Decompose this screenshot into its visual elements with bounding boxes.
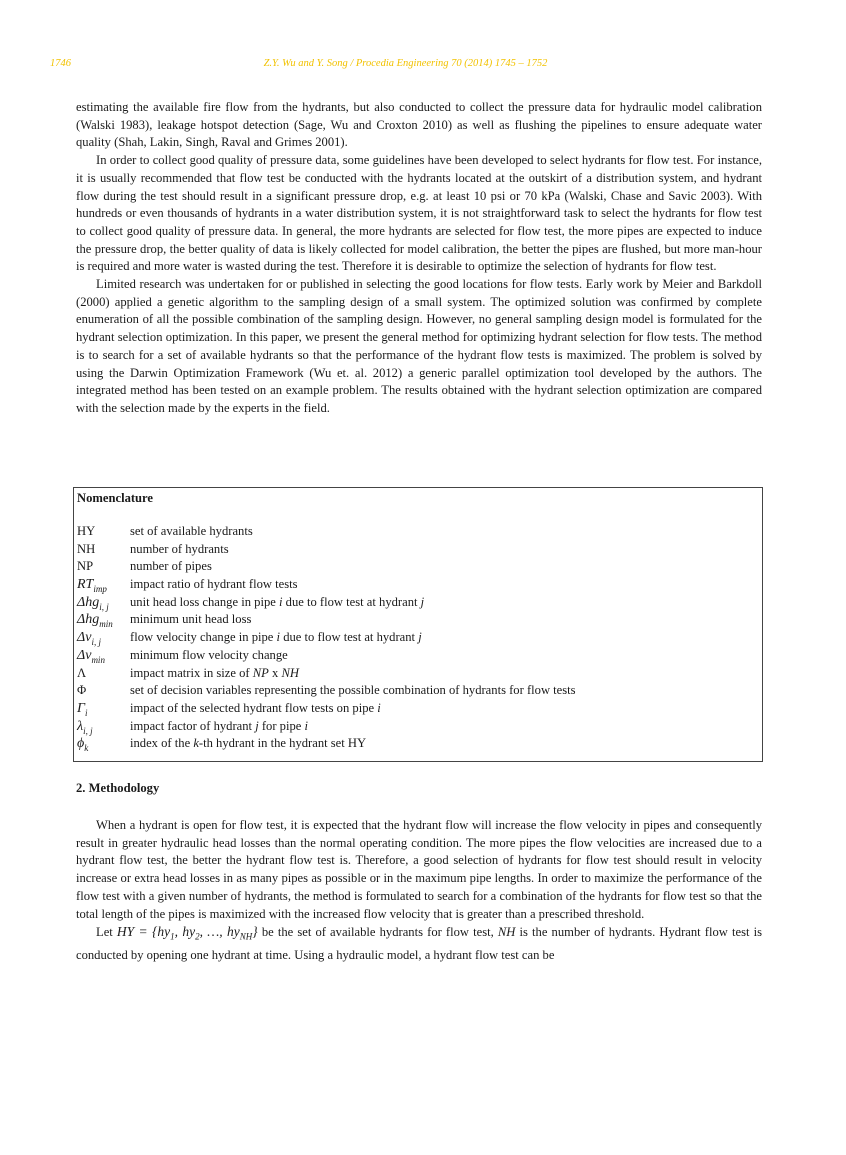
nomenclature-symbol (77, 735, 131, 758)
symbol-base: Γ (77, 700, 85, 716)
definition-part: due to flow test at hydrant (282, 594, 421, 609)
definition-part: j (420, 594, 425, 609)
symbol-math (77, 648, 105, 663)
symbol-subscript: min (99, 619, 113, 630)
definition-part: NH (281, 665, 299, 680)
nomenclature-definition: set of decision variables representing the possible combination of hydrants for flow tests (130, 683, 576, 698)
symbol-base: λ (77, 718, 84, 734)
nomenclature-definition (130, 665, 299, 683)
symbol-text: NP (77, 559, 94, 574)
nomenclature-row (77, 682, 758, 700)
symbol-subscript: i, j (99, 601, 109, 612)
symbol-base: ϕ (77, 736, 85, 752)
symbol-math (77, 577, 107, 592)
nomenclature-symbol (77, 665, 131, 683)
definition-part: i (279, 594, 283, 609)
symbol-base: Δhg (77, 594, 100, 610)
definition-part: i (276, 630, 281, 645)
symbol-base: RT (77, 577, 94, 593)
symbol-base: Δv (77, 630, 92, 646)
definition-part: index of the (130, 736, 194, 751)
definition-part: x (268, 665, 282, 680)
intro-paragraph: estimating the available fire flow from the hydrants, but also conducted to collect the pressure data for hydraulic model calibration (Walski 1983), leakage hotspot detection (Sage, Wu and Croxton 2010) as well as flushing the pipelines to ensure adequate water quality (Shah, Lakin, Singh, Raval and Grimes 2001). (76, 100, 762, 150)
nomenclature-title: Nomenclature (77, 491, 154, 505)
nomenclature-list (77, 523, 758, 753)
nomenclature-row (77, 594, 758, 612)
definition-part: k (193, 736, 199, 751)
nomenclature-definition (130, 718, 308, 736)
nomenclature-row (77, 611, 758, 629)
nomenclature-definition (130, 629, 422, 647)
symbol-subscript: imp (93, 583, 107, 594)
nomenclature-row (77, 718, 758, 736)
nomenclature-symbol (77, 558, 131, 576)
nomenclature-definition: set of available hydrants (130, 524, 253, 538)
symbol-text: Φ (77, 683, 87, 698)
nomenclature-row (77, 700, 758, 718)
definition-part: impact matrix in size of (130, 665, 253, 680)
definition-part: i (304, 718, 308, 733)
symbol-subscript: i, j (91, 636, 101, 647)
nomenclature-definition: number of hydrants (130, 541, 229, 556)
definition-part: for pipe (258, 718, 305, 733)
symbol-text: HY (77, 524, 96, 538)
definition-part: j (418, 630, 422, 645)
symbol-math (77, 719, 93, 734)
intro-text (76, 99, 762, 418)
nomenclature-symbol (77, 523, 131, 541)
symbol-math (77, 736, 89, 754)
intro-paragraph: Limited research was undertaken for or published in selecting the good locations for flow tests. Early work by Meier and Barkdoll (2000) applied a genetic algorithm to the sampling design of a small system. The optimized solution was confirmed by complete enumeration of all the possible combination of the sampling design. However, no general sampling design model is formulated for the hydrant selection optimization. In this paper, we present the general method for optimizing hydrant selection for flow tests. The method is to search for a set of available hydrants so that the performance of the hydrant flow tests is maximized. The problem is solved by using the Darwin Optimization Framework (Wu et. al. 2012) a generic parallel optimization tool developed by the authors. The integrated method has been tested on an example problem. The results obtained with the hydrant selection optimization are compared with the selection made by the experts in the field. (76, 277, 762, 415)
symbol-base: Δv (77, 647, 92, 663)
paragraph-mid: be the set of available hydrants for flow test, (257, 925, 498, 940)
nomenclature-row (77, 523, 758, 541)
definition-part: -th hydrant in the hydrant set HY (198, 736, 367, 751)
nomenclature-symbol (77, 541, 131, 559)
nomenclature-row (77, 665, 758, 683)
definition-part: impact of the selected hydrant flow tests on pipe (130, 700, 378, 715)
variable-nh: NH (497, 925, 516, 940)
symbol-subscript: k (84, 743, 89, 754)
methodology-text (76, 817, 762, 964)
journal-citation: Z.Y. Wu and Y. Song / Procedia Engineering 70 (2014) 1745 – 1752 (263, 58, 548, 69)
nomenclature-row (77, 541, 758, 559)
section-heading: 2. Methodology (76, 781, 160, 795)
symbol-subscript: i (84, 707, 88, 718)
definition-part: impact factor of hydrant (130, 718, 256, 733)
nomenclature-definition: impact ratio of hydrant flow tests (130, 577, 298, 592)
nomenclature-symbol (77, 682, 131, 700)
symbol-math (77, 612, 113, 630)
symbol-math (77, 595, 109, 610)
set-equation: HY = {$hy_1$, $hy_2$, …, $hy_{NH}$} (116, 924, 258, 942)
definition-part: flow velocity change in pipe (130, 630, 277, 645)
definition-part: i (377, 700, 381, 715)
symbol-base: Δhg (77, 612, 100, 628)
definition-part: NP (252, 665, 269, 680)
intro-paragraph: In order to collect good quality of pressure data, some guidelines have been developed to select hydrants for flow test. For instance, it is usually recommended that flow test be conducted with the hydrants located at the outskirt of a distribution system, and hydrant flow during the test should result in a significant pressure drop, e.g. at least 10 psi or 70 kPa (Walski, Chase and Savic 2003). With hundreds or even thousands of hydrants in a water distribution system, it is not straightforward task to select the hydrants for flow test to collect good quality of pressure data. In general, the more hydrants are selected for flow test, the more pipes are expected to induce the pressure drop, the better quality of data is likely collected for model calibration, the better the pipes are flushed, but more man-hour is required and more water is wasted during the test. Therefore it is desirable to optimize the selection of hydrants for flow test. (76, 153, 762, 274)
nomenclature-definition: minimum flow velocity change (130, 647, 288, 662)
page-number: 1746 (50, 58, 71, 69)
methodology-paragraph (76, 923, 762, 964)
paragraph-lead: Let (96, 925, 117, 940)
nomenclature-row (77, 558, 758, 576)
nomenclature-definition (130, 700, 381, 718)
symbol-math (77, 701, 87, 716)
nomenclature-definition: number of pipes (130, 559, 212, 574)
nomenclature-row (77, 647, 758, 665)
symbol-subscript: i, j (83, 725, 93, 736)
running-header (50, 58, 761, 74)
symbol-subscript: min (91, 654, 105, 665)
symbol-text: Λ (77, 665, 87, 680)
nomenclature-definition (130, 735, 366, 753)
nomenclature-row (77, 735, 758, 753)
nomenclature-box (73, 487, 763, 762)
nomenclature-row (77, 629, 758, 647)
paragraph-rest: is the number of hydrants. Hydrant flow test is conducted by opening one hydrant at time. Using a hydraulic model, a hydrant flow test can be (76, 925, 763, 962)
methodology-paragraph: When a hydrant is open for flow test, it is expected that the hydrant flow will increase the flow velocity in pipes and consequently result in greater hydraulic head losses than the normal operating condition. The more pipes the flow velocities are increased due to a hydrant flow test, the better the hydrant flow test is. Therefore, a good selection of hydrants for flow test should result in velocity increase or extra head losses in as many pipes as possible or in the maximum pipe lengths. In order to maximize the performance of the flow test with a given number of hydrants, the method is formulated to search for a combination of the hydrants for flow test so that the total length of the pipes is maximized with the increased flow velocity that is greater than a prescribed threshold. (76, 818, 762, 921)
definition-part: due to flow test at hydrant (280, 630, 419, 645)
nomenclature-definition (130, 594, 424, 612)
definition-part: unit head loss change in pipe (130, 594, 279, 609)
symbol-math (77, 630, 101, 645)
symbol-text: NH (77, 541, 96, 556)
definition-part: j (255, 718, 259, 733)
nomenclature-definition: minimum unit head loss (130, 612, 252, 627)
nomenclature-row (77, 576, 758, 594)
